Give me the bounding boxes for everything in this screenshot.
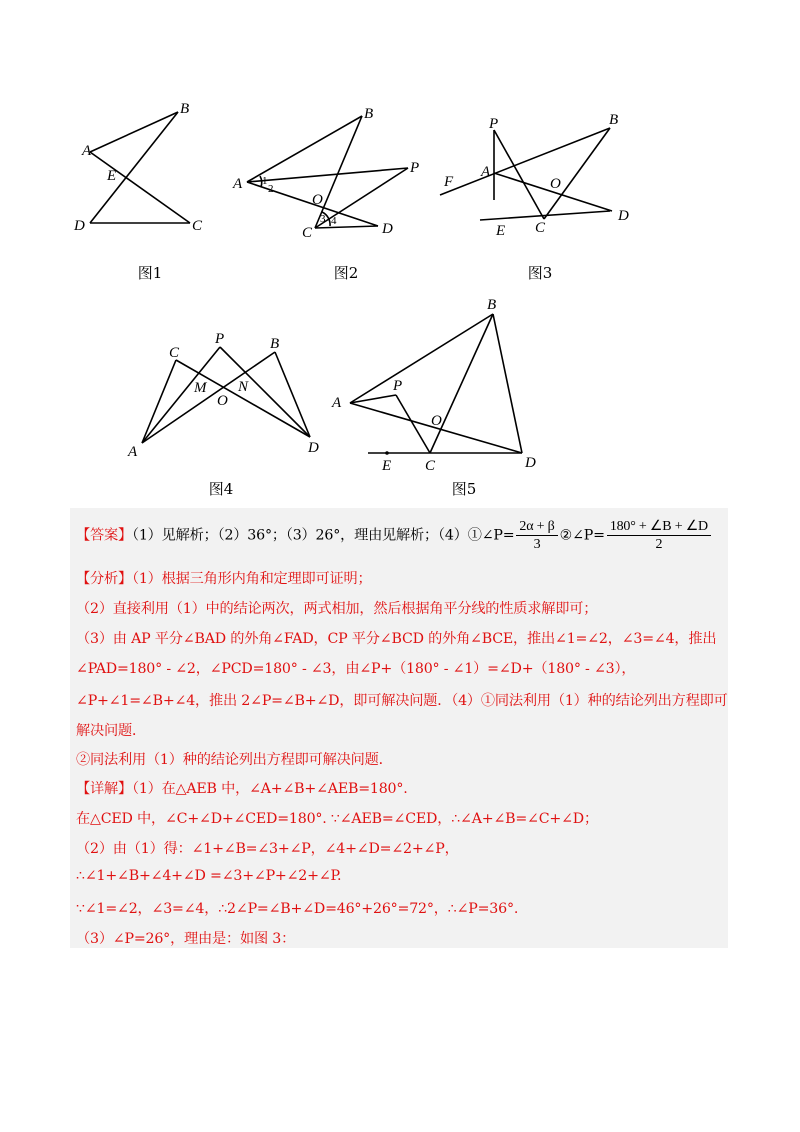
figure-2-diagram <box>230 100 430 240</box>
segment-cd <box>176 360 310 437</box>
point-m-label: M <box>194 380 207 396</box>
point-d-label: D <box>618 208 629 224</box>
segment-bd <box>90 112 178 223</box>
point-b-label: B <box>487 297 497 313</box>
figure-1-diagram <box>70 95 210 235</box>
figure-1-caption: 图1 <box>137 264 163 282</box>
figure-3-diagram <box>440 108 640 238</box>
point-a-label: A <box>82 143 92 159</box>
point-b-label: B <box>609 112 619 128</box>
segment-bd <box>275 352 310 437</box>
fraction-2-numerator: 180° + ∠B + ∠D <box>607 518 711 536</box>
figure-4-caption: 图4 <box>208 480 234 498</box>
point-b-label: B <box>270 336 280 352</box>
segment-cd <box>315 226 378 228</box>
answer-line <box>76 518 713 553</box>
segment-ab <box>247 116 362 182</box>
fraction-1-denominator: 3 <box>533 537 541 552</box>
point-o-label: O <box>312 192 323 208</box>
segment-bc <box>430 314 493 453</box>
answer-tag: 【答案】 <box>76 527 132 544</box>
figure-5-caption: 图5 <box>451 480 477 498</box>
angle-3-label: 3 <box>320 213 326 225</box>
solution-box <box>70 508 728 948</box>
angle-2-label: 2 <box>268 183 274 195</box>
detail-line-2: 在△CED 中，∠C+∠D+∠CED=180°. ∵∠AEB=∠CED，∴∠A+∠B=∠C+∠D； <box>76 811 598 827</box>
figure-3-caption: 图3 <box>527 264 553 282</box>
point-c-label: C <box>169 345 180 361</box>
point-a-label: A <box>233 176 243 192</box>
detail-tag: 【详解】 <box>76 781 132 797</box>
point-p-label: P <box>410 160 420 176</box>
point-d-label: D <box>74 218 85 234</box>
fraction-1-numerator: 2α + β <box>516 518 557 536</box>
analysis-line-3: （3）由 AP 平分∠BAD 的外角∠FAD，CP 平分∠BCD 的外角∠BCE，推出∠1=∠2，∠3=∠4，推出 <box>76 631 717 647</box>
point-c-label: C <box>425 458 436 474</box>
figure-5 <box>330 295 550 480</box>
point-d-label: D <box>382 221 393 237</box>
segment-ap <box>142 347 220 443</box>
point-e-label: E <box>382 458 392 474</box>
detail-heading <box>76 778 408 798</box>
point-f-label: F <box>444 174 454 190</box>
segment-ab <box>350 314 493 403</box>
analysis-heading <box>76 568 371 588</box>
point-d-label: D <box>308 440 319 456</box>
point-c-label: C <box>302 225 313 241</box>
point-b-label: B <box>364 106 374 122</box>
analysis-tag: 【分析】 <box>76 571 132 587</box>
segment-ab <box>142 352 275 443</box>
detail-line-4: ∴∠1+∠B+∠4+∠D =∠3+∠P+∠2+∠P. <box>76 868 342 884</box>
answer-mid: ②∠P= <box>559 527 605 544</box>
segment-ca <box>90 152 190 223</box>
analysis-line-4: ∠PAD=180° - ∠2，∠PCD=180° - ∠3，由∠P+（180° - ∠1）=∠D+（180° - ∠3）， <box>76 661 636 677</box>
point-e-label: E <box>107 168 117 184</box>
analysis-line-5: ∠P+∠1=∠B+∠4，推出 2∠P=∠B+∠D，即可解决问题．（4）①同法利用（1）种的结论列出方程即可 <box>76 693 728 709</box>
point-o-label: O <box>431 413 442 429</box>
figure-4 <box>125 330 335 460</box>
point-e-dot <box>385 451 389 455</box>
point-e-label: E <box>496 223 506 239</box>
segment-pc <box>494 130 544 219</box>
segment-ap <box>247 168 408 182</box>
analysis-line-6: 解决问题． <box>76 723 146 739</box>
answer-text: （1）见解析；（2）36°；（3）26°，理由见解析；（4）①∠P= <box>131 527 515 544</box>
detail-line-3: （2）由（1）得：∠1+∠B=∠3+∠P，∠4+∠D=∠2+∠P， <box>76 841 459 857</box>
point-n-label: N <box>238 379 249 395</box>
angle-1-label: 1 <box>262 175 268 187</box>
detail-line-5: ∵∠1=∠2，∠3=∠4，∴2∠P=∠B+∠D=46°+26°=72°，∴∠P=36°. <box>76 901 519 917</box>
point-p-label: P <box>393 378 403 394</box>
fraction-2-denominator: 2 <box>655 537 663 552</box>
point-a-label: A <box>332 395 342 411</box>
answer-fraction-1 <box>516 518 557 553</box>
analysis-line-1: （1）根据三角形内角和定理即可证明； <box>131 571 372 587</box>
figure-3 <box>440 108 640 238</box>
detail-line-6: （3）∠P=26°，理由是：如图 3： <box>76 931 296 947</box>
figure-2-caption: 图2 <box>333 264 359 282</box>
angle-4-label: 4 <box>331 215 337 227</box>
figure-5-diagram <box>330 295 550 480</box>
point-o-label: O <box>550 176 561 192</box>
point-b-label: B <box>180 101 190 117</box>
point-d-label: D <box>525 455 536 471</box>
segment-bd <box>493 314 522 453</box>
figure-1 <box>70 95 210 235</box>
point-p-label: P <box>489 116 499 132</box>
point-o-label: O <box>217 393 228 409</box>
figure-4-diagram <box>125 330 335 460</box>
figure-2 <box>230 100 430 240</box>
answer-fraction-2 <box>607 518 711 553</box>
point-c-label: C <box>535 220 546 236</box>
point-c-label: C <box>192 218 203 234</box>
segment-pd <box>220 347 310 437</box>
analysis-line-2: （2）直接利用（1）中的结论两次，两式相加，然后根据角平分线的性质求解即可； <box>76 601 598 617</box>
point-a-label: A <box>481 164 491 180</box>
segment-ab <box>90 112 178 152</box>
point-a-label: A <box>128 444 138 460</box>
detail-line-1: （1）在△AEB 中，∠A+∠B+∠AEB=180°. <box>131 781 408 797</box>
analysis-line-7: ②同法利用（1）种的结论列出方程即可解决问题． <box>76 752 393 768</box>
point-p-label: P <box>215 331 225 347</box>
